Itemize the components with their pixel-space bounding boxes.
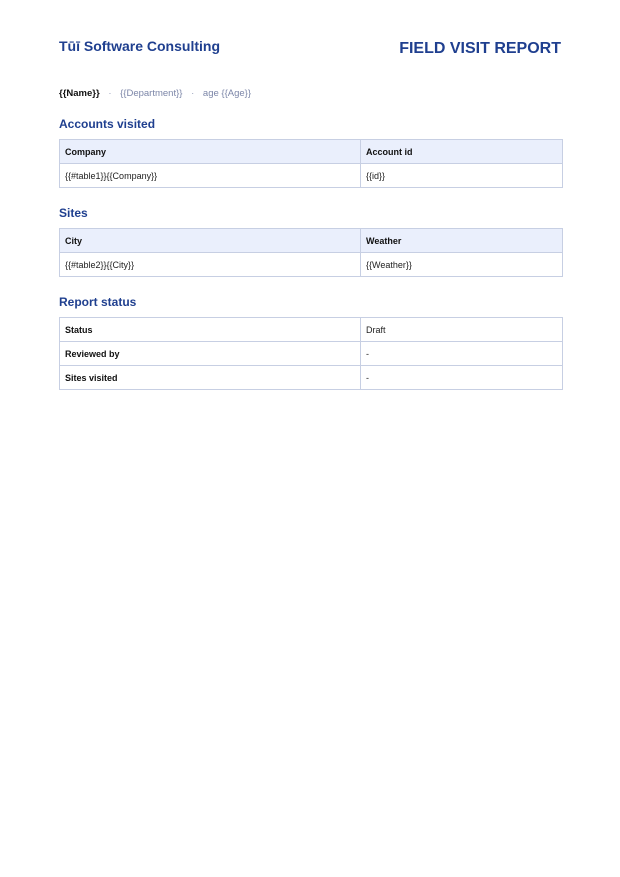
age: age {{Age}} <box>202 88 251 99</box>
sites-heading: Sites <box>59 206 88 220</box>
table-row <box>60 366 563 390</box>
sites-visited-value: - <box>361 366 563 390</box>
meta-separator: · <box>108 88 112 99</box>
sites-visited-label: Sites visited <box>60 366 361 390</box>
table-row <box>60 318 563 342</box>
reviewed-by-value: - <box>361 342 563 366</box>
company-name: Tūī Software Consulting <box>59 38 220 54</box>
column-header-city: City <box>60 229 361 253</box>
table-row <box>60 164 563 188</box>
status-value: Draft <box>361 318 563 342</box>
report-status-table <box>59 317 563 390</box>
report-status-heading: Report status <box>59 295 137 309</box>
cell-account-id: {{id}} <box>361 164 563 188</box>
meta-separator: · <box>191 88 195 99</box>
cell-weather: {{Weather}} <box>361 253 563 277</box>
cell-city: {{#table2}}{{City}} <box>60 253 361 277</box>
table-row <box>60 253 563 277</box>
accounts-table <box>59 139 563 188</box>
sites-table <box>59 228 563 277</box>
column-header-company: Company <box>60 140 361 164</box>
reviewed-by-label: Reviewed by <box>60 342 361 366</box>
table-header-row <box>60 229 563 253</box>
column-header-account-id: Account id <box>361 140 563 164</box>
status-label: Status <box>60 318 361 342</box>
column-header-weather: Weather <box>361 229 563 253</box>
report-title: FIELD VISIT REPORT <box>399 40 561 57</box>
cell-company: {{#table1}}{{Company}} <box>60 164 361 188</box>
employee-name: {{Name}} <box>59 88 100 99</box>
department: {{Department}} <box>120 88 183 99</box>
table-row <box>60 342 563 366</box>
meta-line <box>59 88 251 99</box>
table-header-row <box>60 140 563 164</box>
accounts-heading: Accounts visited <box>59 117 156 131</box>
